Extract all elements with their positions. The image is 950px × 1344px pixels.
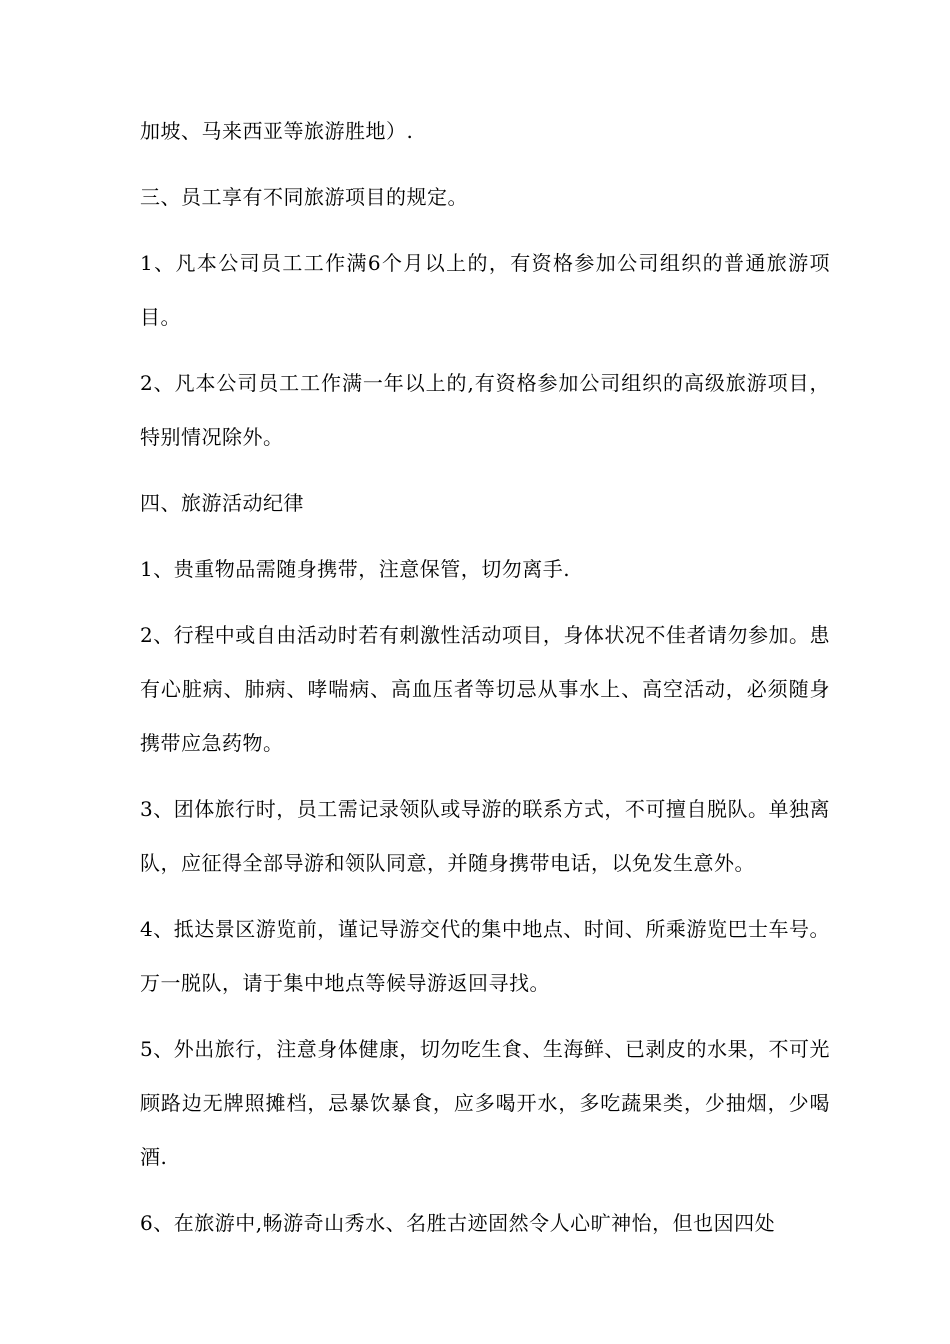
- rule-item-3-2: 2、凡本公司员工工作满一年以上的,有资格参加公司组织的高级旅游项目，特别情况除外。: [140, 371, 830, 449]
- paragraph-continuation: 加坡、马来西亚等旅游胜地）.: [140, 119, 414, 143]
- rule-item-4-6: 6、在旅游中,畅游奇山秀水、名胜古迹固然令人心旷神怡，但也因四处: [140, 1211, 776, 1235]
- section-heading-3: 三、员工享有不同旅游项目的规定。: [140, 185, 468, 209]
- rule-item-3-1: 1、凡本公司员工工作满6个月以上的，有资格参加公司组织的普通旅游项目。: [140, 251, 830, 329]
- rule-item-4-3: 3、团体旅行时，员工需记录领队或导游的联系方式，不可擅自脱队。单独离队，应征得全部导游和领队同意，并随身携带电话，以免发生意外。: [140, 797, 830, 875]
- rule-item-4-1: 1、贵重物品需随身携带，注意保管，切勿离手.: [140, 557, 571, 581]
- rule-item-4-4: 4、抵达景区游览前，谨记导游交代的集中地点、时间、所乘游览巴士车号。万一脱队，请于集中地点等候导游返回寻找。: [140, 917, 830, 995]
- section-heading-4: 四、旅游活动纪律: [140, 491, 304, 515]
- rule-item-4-5: 5、外出旅行，注意身体健康，切勿吃生食、生海鲜、已剥皮的水果，不可光顾路边无牌照摊档，忌暴饮暴食，应多喝开水，多吃蔬果类，少抽烟，少喝酒.: [140, 1037, 830, 1169]
- rule-item-4-2: 2、行程中或自由活动时若有刺激性活动项目，身体状况不佳者请勿参加。患有心脏病、肺病、哮喘病、高血压者等切忌从事水上、高空活动，必须随身携带应急药物。: [140, 623, 830, 755]
- document-body: [140, 104, 830, 1262]
